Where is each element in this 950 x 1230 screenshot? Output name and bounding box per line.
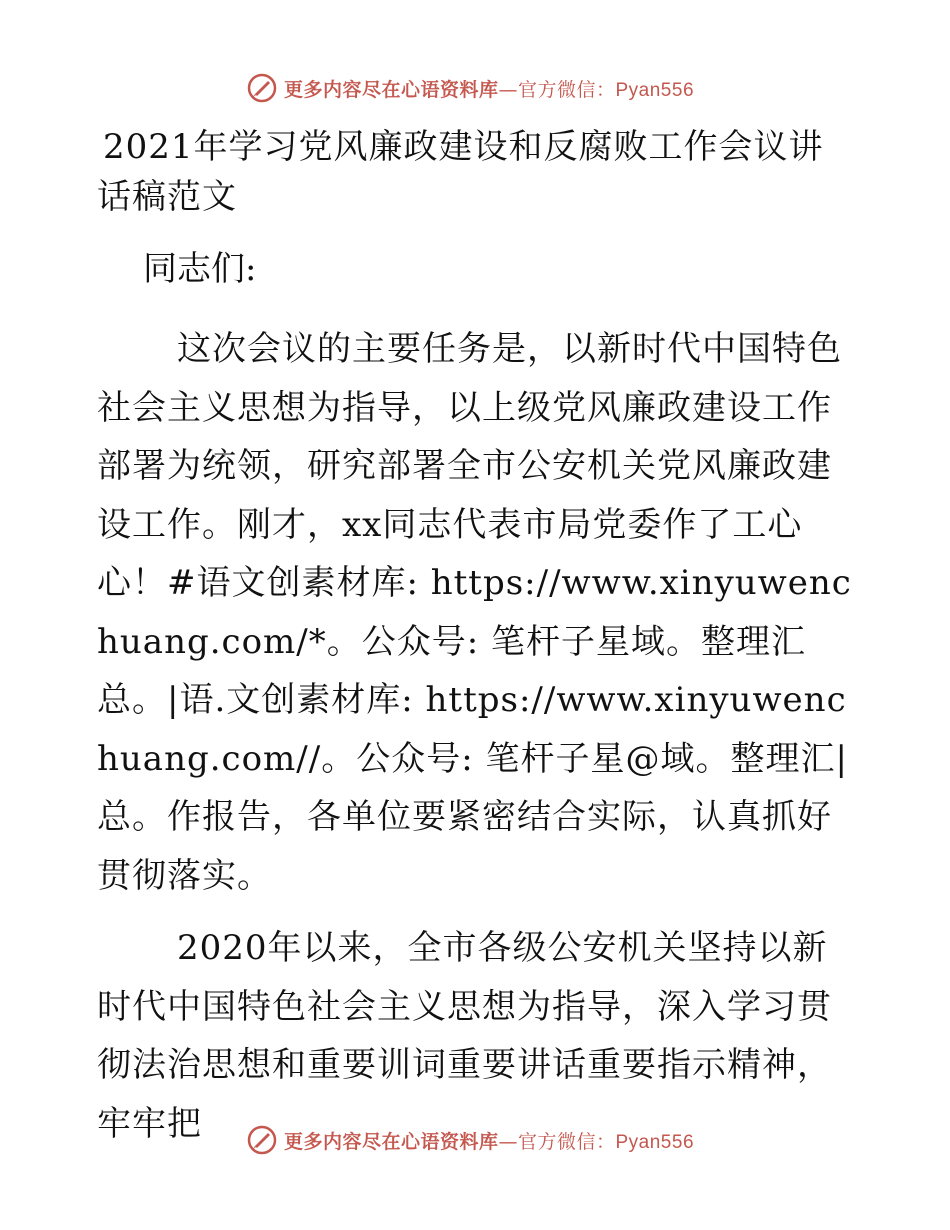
watermark-site-name: 更多内容尽在心语资料库 bbox=[283, 1130, 499, 1153]
watermark-text bbox=[284, 1127, 694, 1154]
watermark-site-name: 更多内容尽在心语资料库 bbox=[283, 78, 499, 101]
footer-watermark-banner bbox=[0, 1120, 950, 1160]
watermark-official-label: 官方微信： bbox=[517, 1130, 616, 1153]
paragraph-2: 2020年以来，全市各级公安机关坚持以新时代中国特色社会主义思想为指导，深入学习贯彻法治思想和重要训词重要讲话重要指示精神，牢牢把 bbox=[97, 928, 832, 1144]
salutation: 同志们: bbox=[143, 249, 257, 289]
quill-logo-icon bbox=[246, 72, 278, 104]
watermark-dash: — bbox=[498, 78, 518, 101]
watermark-official-label: 官方微信： bbox=[517, 78, 616, 101]
document-body bbox=[97, 122, 857, 1153]
watermark-wechat-id: Pyan556 bbox=[615, 79, 695, 101]
watermark-text bbox=[284, 75, 694, 102]
watermark-dash: — bbox=[498, 1130, 518, 1153]
paragraph-1: 这次会议的主要任务是，以新时代中国特色社会主义思想为指导，以上级党风廉政建设工作部署为统领，研究部署全市公安机关党风廉政建设工作。刚才，xx同志代表市局党委作了工心心！#语文创素材库: https://www.xinyuwenchuang.com/*。公众号: 笔杆子星域。整理汇总。|语.文创素材库: https://www.xinyuwenchuang.com//。公众号: 笔杆子星@域。整理汇|总。作报告，各单位要紧密结合实际，认真抓好贯彻落实。 bbox=[97, 329, 852, 896]
watermark-wechat-id: Pyan556 bbox=[615, 1131, 695, 1153]
quill-logo-icon bbox=[246, 1124, 278, 1156]
header-watermark-banner bbox=[0, 68, 950, 108]
document-title: 2021年学习党风廉政建设和反腐败工作会议讲话稿范文 bbox=[97, 127, 824, 217]
